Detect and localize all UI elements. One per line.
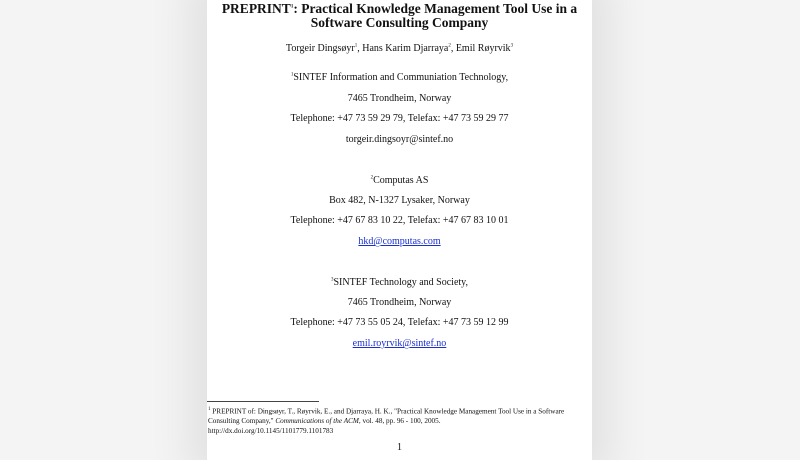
aff3-address: 7465 Trondheim, Norway bbox=[347, 297, 452, 308]
author: , Hans Karim Djarraya bbox=[357, 43, 449, 54]
aff1-name bbox=[207, 72, 592, 83]
document-page bbox=[207, 0, 592, 460]
aff2-name bbox=[207, 175, 592, 186]
title-line-2: Software Consulting Company bbox=[310, 15, 489, 30]
footnote-text: vol. 48, pp. 96 - 100, 2005. bbox=[360, 416, 441, 425]
aff2-email-link[interactable]: hkd@computas.com bbox=[358, 236, 441, 247]
affil-ref: 3 bbox=[330, 277, 334, 283]
affil-ref: 2 bbox=[448, 43, 451, 49]
title-text: PREPRINT bbox=[221, 1, 291, 16]
footnote-text: PREPRINT of: Dingsøyr, T., Røyrvik, E., and Djarraya, H. K., "Practical Knowledge Management Tool Use in a Software Consulting Company," bbox=[208, 407, 565, 425]
footnote-doi: http://dx.doi.org/10.1145/1101779.1101783 bbox=[208, 426, 334, 435]
authors bbox=[207, 43, 592, 54]
page-number: 1 bbox=[397, 442, 402, 453]
affil-ref: 3 bbox=[510, 43, 514, 49]
aff1-address: 7465 Trondheim, Norway bbox=[347, 93, 452, 104]
aff3-email-link[interactable]: emil.royrvik@sintef.no bbox=[352, 338, 447, 349]
footnote-mark: 1 bbox=[208, 407, 211, 412]
aff2-address: Box 482, N-1327 Lysaker, Norway bbox=[329, 195, 470, 206]
footnote bbox=[208, 405, 593, 436]
author: , Emil Røyrvik bbox=[450, 43, 511, 54]
aff3-name bbox=[207, 277, 592, 288]
footnote-journal: Communications of the ACM, bbox=[275, 416, 361, 425]
footnote-divider bbox=[207, 401, 319, 402]
affil-ref: 2 bbox=[370, 175, 374, 181]
affil-name: SINTEF Information and Communiation Technology, bbox=[293, 72, 509, 83]
affil-ref: 1 bbox=[354, 43, 358, 49]
affil-ref: 1 bbox=[290, 72, 294, 78]
affil-name: SINTEF Technology and Society, bbox=[333, 277, 469, 288]
title-text: : Practical Knowledge Management Tool Use in a bbox=[293, 1, 578, 16]
aff3-phone: Telephone: +47 73 55 05 24, Telefax: +47 73 59 12 99 bbox=[290, 317, 509, 328]
footnote-ref[interactable]: 1 bbox=[290, 4, 294, 10]
affil-name: Computas AS bbox=[373, 175, 429, 186]
aff2-phone: Telephone: +47 67 83 10 22, Telefax: +47 67 83 10 01 bbox=[290, 215, 509, 226]
aff1-email: torgeir.dingsoyr@sintef.no bbox=[345, 134, 454, 145]
author: Torgeir Dingsøyr bbox=[285, 43, 355, 54]
aff1-phone: Telephone: +47 73 59 29 79, Telefax: +47 73 59 29 77 bbox=[290, 113, 509, 124]
